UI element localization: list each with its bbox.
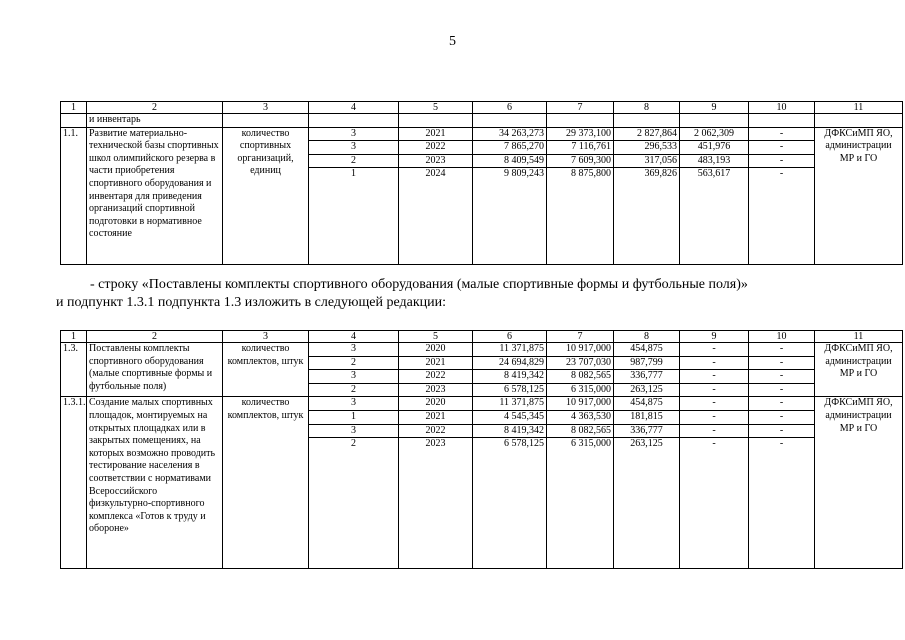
cell: -	[680, 343, 749, 357]
header-cell: 4	[309, 102, 399, 114]
cell: 10 917,000	[547, 397, 614, 411]
header-cell: 2	[87, 102, 223, 114]
cell: 2021	[399, 127, 473, 141]
cell: 2022	[399, 424, 473, 438]
cell: 8 875,800	[547, 168, 614, 265]
cell: 2	[309, 383, 399, 397]
cell: -	[749, 410, 815, 424]
header-cell: 9	[680, 102, 749, 114]
table-header-row	[61, 331, 903, 343]
cell: -	[749, 424, 815, 438]
cell: 369,826	[614, 168, 680, 265]
item-name: Создание малых спортивных площадок, монтируемых на открытых площадках или в закрытых помещениях, на которых возможно проводить тестирование населения в соответствии с нормативами Всероссийского физкультурно-спортивного комплекса «Готов к труду и обороне»	[87, 397, 223, 569]
cell: -	[749, 168, 815, 265]
cell: 3	[309, 370, 399, 384]
cell: 6 315,000	[547, 383, 614, 397]
cell: -	[680, 438, 749, 569]
cell: -	[749, 438, 815, 569]
cell: 24 694,829	[473, 356, 547, 370]
cell: 263,125	[614, 438, 680, 569]
cell: 7 116,761	[547, 141, 614, 155]
cell: 8 082,565	[547, 424, 614, 438]
cell: 6 578,125	[473, 438, 547, 569]
instruction-paragraph-line1: - строку «Поставлены комплекты спортивного оборудования (малые спортивные формы и футбольные поля)»	[90, 277, 748, 292]
cell: -	[749, 370, 815, 384]
header-cell: 4	[309, 331, 399, 343]
item-code: 1.3.	[61, 343, 87, 397]
cell: 1	[309, 410, 399, 424]
continued-text: и инвентарь	[87, 114, 223, 128]
cell: 1	[309, 168, 399, 265]
header-cell: 8	[614, 102, 680, 114]
header-cell: 11	[815, 102, 903, 114]
cell: -	[680, 424, 749, 438]
cell: 3	[309, 127, 399, 141]
header-cell: 11	[815, 331, 903, 343]
cell: -	[680, 397, 749, 411]
cell: 2022	[399, 141, 473, 155]
cell: 2020	[399, 343, 473, 357]
cell: -	[749, 343, 815, 357]
item-indicator: количество комплектов, штук	[223, 343, 309, 397]
item-executor: ДФКСиМП ЯО, администрации МР и ГО	[815, 127, 903, 265]
table-row	[61, 127, 903, 141]
item-executor: ДФКСиМП ЯО, администрации МР и ГО	[815, 397, 903, 569]
instruction-paragraph-line2: и подпункт 1.3.1 подпункта 1.3 изложить в следующей редакции:	[56, 295, 447, 310]
cell: 2	[309, 438, 399, 569]
cell: 987,799	[614, 356, 680, 370]
table-row	[61, 114, 903, 128]
cell: -	[680, 356, 749, 370]
header-cell: 10	[749, 331, 815, 343]
header-cell: 3	[223, 331, 309, 343]
cell: 8 409,549	[473, 154, 547, 168]
cell: 2	[309, 154, 399, 168]
cell: 6 315,000	[547, 438, 614, 569]
cell: 3	[309, 343, 399, 357]
table-header-row	[61, 102, 903, 114]
cell: 3	[309, 424, 399, 438]
header-cell: 5	[399, 331, 473, 343]
table-new-edition	[60, 330, 903, 569]
cell: 2 062,309	[680, 127, 749, 141]
cell: 336,777	[614, 424, 680, 438]
cell: -	[749, 383, 815, 397]
header-cell: 7	[547, 331, 614, 343]
cell: 454,875	[614, 343, 680, 357]
cell: 563,617	[680, 168, 749, 265]
cell: 7 865,270	[473, 141, 547, 155]
cell: -	[680, 370, 749, 384]
cell: 23 707,030	[547, 356, 614, 370]
cell: 8 419,342	[473, 424, 547, 438]
item-code: 1.1.	[61, 127, 87, 265]
cell: 483,193	[680, 154, 749, 168]
cell: 3	[309, 397, 399, 411]
cell: 7 609,300	[547, 154, 614, 168]
cell: -	[680, 383, 749, 397]
cell: 451,976	[680, 141, 749, 155]
cell: 2021	[399, 410, 473, 424]
header-cell: 6	[473, 102, 547, 114]
cell: 2 827,864	[614, 127, 680, 141]
cell: -	[749, 356, 815, 370]
item-indicator: количество комплектов, штук	[223, 397, 309, 569]
page-number: 5	[449, 34, 456, 49]
cell: 8 082,565	[547, 370, 614, 384]
cell: -	[749, 154, 815, 168]
cell: 6 578,125	[473, 383, 547, 397]
cell: 296,533	[614, 141, 680, 155]
item-name: Развитие материально-технической базы спортивных школ олимпийского резерва в части приобретения спортивного оборудования и инвентаря для приведения организаций спортивной подготовки в нормативное состояние	[87, 127, 223, 265]
cell: 8 419,342	[473, 370, 547, 384]
header-cell: 7	[547, 102, 614, 114]
cell: -	[749, 127, 815, 141]
cell: 11 371,875	[473, 343, 547, 357]
item-executor: ДФКСиМП ЯО, администрации МР и ГО	[815, 343, 903, 397]
table-row	[61, 397, 903, 411]
header-cell: 1	[61, 102, 87, 114]
header-cell: 3	[223, 102, 309, 114]
header-cell: 6	[473, 331, 547, 343]
header-cell: 8	[614, 331, 680, 343]
cell: 10 917,000	[547, 343, 614, 357]
header-cell: 2	[87, 331, 223, 343]
header-cell: 1	[61, 331, 87, 343]
cell: 2023	[399, 383, 473, 397]
cell: -	[749, 141, 815, 155]
cell: -	[680, 410, 749, 424]
cell: 2021	[399, 356, 473, 370]
cell: 11 371,875	[473, 397, 547, 411]
cell: 263,125	[614, 383, 680, 397]
table-row	[61, 343, 903, 357]
cell: 317,056	[614, 154, 680, 168]
header-cell: 10	[749, 102, 815, 114]
table-continuation	[60, 101, 903, 265]
cell: 2023	[399, 438, 473, 569]
cell: 2020	[399, 397, 473, 411]
cell: -	[749, 397, 815, 411]
item-indicator: количество спортивных организаций, единиц	[223, 127, 309, 265]
cell: 3	[309, 141, 399, 155]
cell: 4 545,345	[473, 410, 547, 424]
cell: 2024	[399, 168, 473, 265]
cell: 2	[309, 356, 399, 370]
cell: 9 809,243	[473, 168, 547, 265]
item-name: Поставлены комплекты спортивного оборудования (малые спортивные формы и футбольные поля)	[87, 343, 223, 397]
cell: 181,815	[614, 410, 680, 424]
cell: 336,777	[614, 370, 680, 384]
cell: 454,875	[614, 397, 680, 411]
cell: 2022	[399, 370, 473, 384]
cell: 2023	[399, 154, 473, 168]
cell: 29 373,100	[547, 127, 614, 141]
header-cell: 9	[680, 331, 749, 343]
cell: 4 363,530	[547, 410, 614, 424]
item-code: 1.3.1.	[61, 397, 87, 569]
cell: 34 263,273	[473, 127, 547, 141]
header-cell: 5	[399, 102, 473, 114]
